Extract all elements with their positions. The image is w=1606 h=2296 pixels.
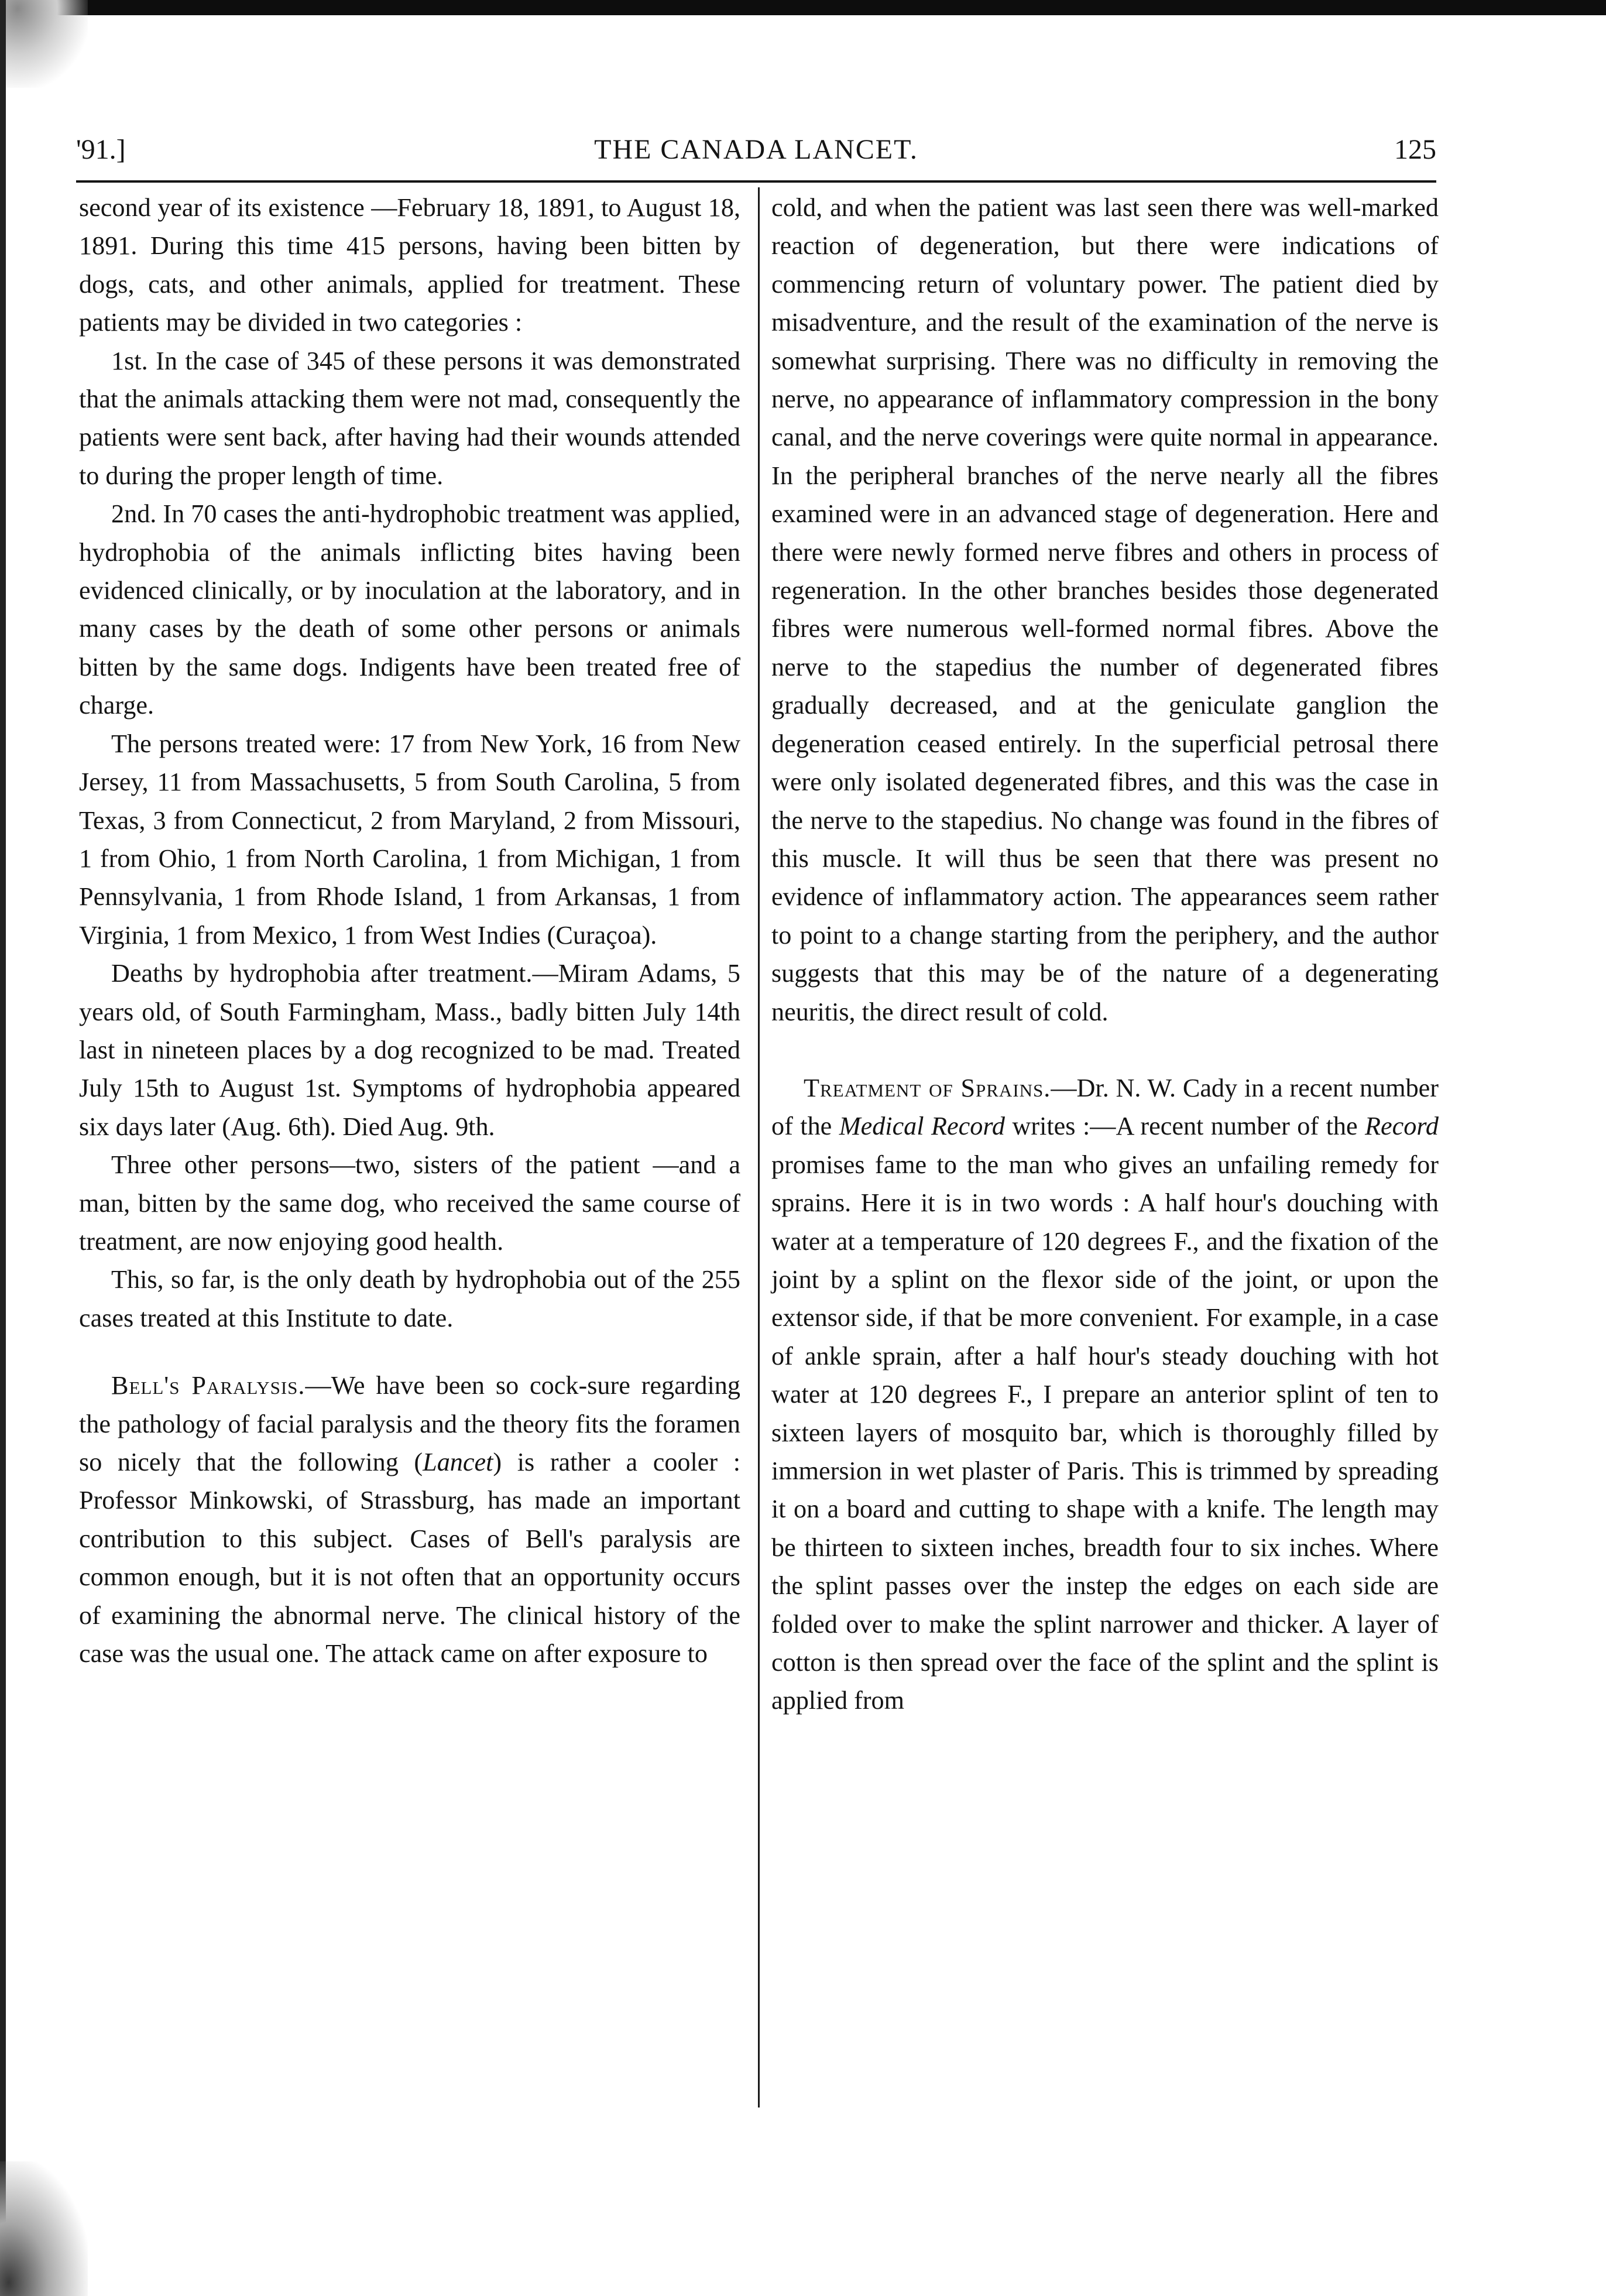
running-header <box>76 133 1436 174</box>
text-run: writes :—A recent number of the <box>1005 1112 1365 1141</box>
page-number: 125 <box>1394 134 1436 165</box>
journal-title: THE CANADA LANCET. <box>594 134 918 165</box>
text-run: ) is rather a cooler : Professor Minkowski, of Strassburg, has made an important contribution to this subject. Cases of Bell's paralysis are common enough, but it is not often that an opportunity occurs of examining the abnormal nerve. The clinical history of the case was the usual one. The attack came on after exposure to <box>79 1448 740 1668</box>
section-bells-paralysis <box>79 1366 740 1673</box>
section-heading: Bell's Paralysis. <box>111 1371 306 1400</box>
header-rule <box>76 180 1436 183</box>
text-run: —We have been so cock-sure regarding the pathology of facial paralysis and the theory fits the foramen so nicely that the following ( <box>79 1371 740 1476</box>
journal-citation: Medical Record <box>839 1112 1006 1141</box>
text-run: —Dr. N. W. Cady in a recent number of the <box>771 1073 1439 1141</box>
paragraph: This, so far, is the only death by hydrophobia out of the 255 cases treated at this Institute to date. <box>79 1265 740 1332</box>
page-left-edge <box>0 0 6 2296</box>
left-column <box>79 189 740 1673</box>
page-top-edge <box>0 0 1606 15</box>
paragraph: Three other persons—two, sisters of the patient —and a man, bitten by the same dog, who received the same course of treatment, are now enjoying good health. <box>79 1150 740 1256</box>
right-column <box>771 189 1439 1720</box>
scan-smudge <box>0 0 88 88</box>
paragraph: 1st. In the case of 345 of these persons it was demonstrated that the animals attacking them were not mad, consequently the patients were sent back, after having had their wounds attended to during the proper length of time. <box>79 346 740 490</box>
column-separator <box>758 187 760 2107</box>
text-run: promises fame to the man who gives an unfailing remedy for sprains. Here it is in two words : A half hour's douching with water at a temperature of 120 degrees F., and the fixation of the joint by a splint on the flexor side of the joint, or upon the extensor side, if that be more convenient. For example, in a case of ankle sprain, after a half hour's steady douching with hot water at 120 degrees F., I prepare an anterior splint of ten to sixteen layers of mosquito bar, which is thoroughly filled by immersion in wet plaster of Paris. This is trimmed by spreading it on a board and cutting to shape with a knife. The length may be thirteen to sixteen inches, breadth four to six inches. Where the splint passes over the instep the edges on each side are folded over to make the splint narrower and thicker. A layer of cotton is then spread over the face of the splint and the splint is applied from <box>771 1150 1439 1715</box>
paragraph: 2nd. In 70 cases the anti-hydrophobic treatment was applied, hydrophobia of the animals inflicting bites having been evidenced clinically, or by inoculation at the laboratory, and in many cases by the death of some other persons or animals bitten by the same dogs. Indigents have been treated free of charge. <box>79 499 740 720</box>
section-heading: Treatment of Sprains. <box>804 1073 1051 1102</box>
journal-citation: Record <box>1365 1112 1439 1141</box>
paragraph: cold, and when the patient was last seen there was well-marked reaction of degeneration, but there were indications of commencing return of voluntary power. The patient died by misadventure, and the result of the examination of the nerve is somewhat surprising. There was no difficulty in removing the nerve, no appearance of inflammatory compression in the bony canal, and the nerve coverings were quite normal in appearance. In the peripheral branches of the nerve nearly all the fibres examined were in an advanced stage of degeneration. Here and there were newly formed nerve fibres and others in process of regeneration. In the other branches besides those degenerated fibres were numerous well-formed normal fibres. Above the nerve to the stapedius the number of degenerated fibres gradually decreased, and at the geniculate ganglion the degeneration ceased entirely. In the superficial petrosal there were only isolated degenerated fibres, and this was the case in the nerve to the stapedius. No change was found in the fibres of this muscle. It will thus be seen that there was present no evidence of inflammatory action. The appearances seem rather to point to a change starting from the periphery, and the author suggests that this may be of the nature of a degenerating neuritis, the direct result of cold. <box>771 193 1439 1026</box>
scan-smudge <box>0 2161 88 2296</box>
paragraph: second year of its existence —February 18, 1891, to August 18, 1891. During this time 415 persons, having been bitten by dogs, cats, and other animals, applied for treatment. These patients may be divided in two categories : <box>79 193 740 337</box>
volume-year: '91.] <box>76 134 126 165</box>
section-treatment-of-sprains <box>771 1069 1439 1720</box>
journal-citation: Lancet <box>423 1448 493 1476</box>
paragraph: Deaths by hydrophobia after treatment.—Miram Adams, 5 years old, of South Farmingham, Mass., badly bitten July 14th last in nineteen places by a dog recognized to be mad. Treated July 15th to August 1st. Symptoms of hydrophobia appeared six days later (Aug. 6th). Died Aug. 9th. <box>79 959 740 1141</box>
paragraph: The persons treated were: 17 from New York, 16 from New Jersey, 11 from Massachusetts, 5 from South Carolina, 5 from Texas, 3 from Connecticut, 2 from Maryland, 2 from Missouri, 1 from Ohio, 1 from North Carolina, 1 from Michigan, 1 from Pennsylvania, 1 from Rhode Island, 1 from Arkansas, 1 from Virginia, 1 from Mexico, 1 from West Indies (Curaçoa). <box>79 729 740 950</box>
